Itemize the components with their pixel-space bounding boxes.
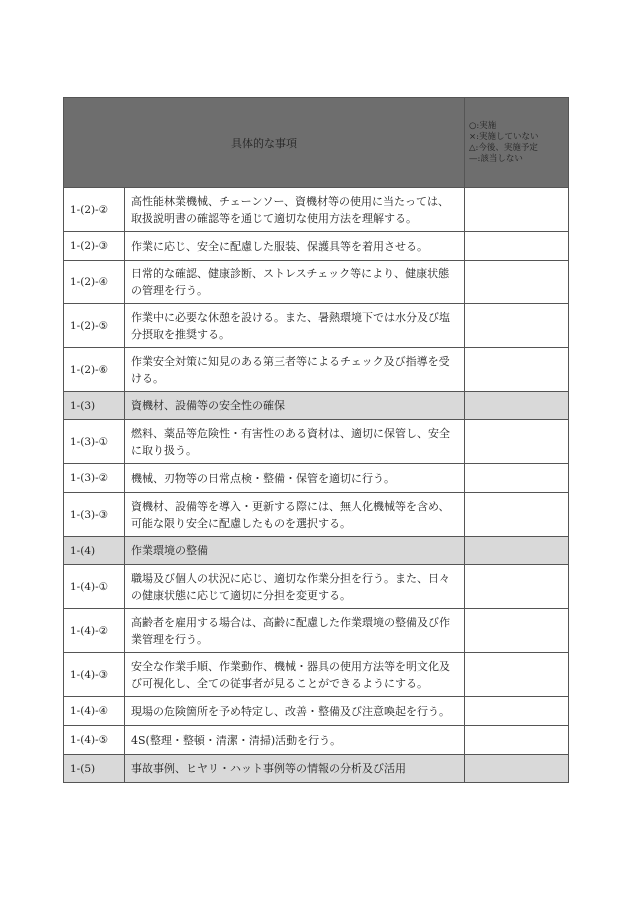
- legend-done: ○:実施: [469, 120, 497, 131]
- checklist-table: [63, 97, 569, 783]
- check-cell[interactable]: [465, 261, 569, 304]
- legend-cell: [465, 98, 569, 188]
- table-row: [64, 420, 569, 464]
- item-code: 1-(3)-②: [64, 464, 125, 493]
- item-code: 1-(2)-④: [64, 261, 125, 304]
- item-text: 作業安全対策に知見のある第三者等によるチェック及び指導を受ける。: [125, 348, 465, 392]
- item-text: 機械、刃物等の日常点検・整備・保管を適切に行う。: [125, 464, 465, 493]
- check-cell[interactable]: [465, 697, 569, 726]
- item-text: 職場及び個人の状況に応じ、適切な作業分担を行う。また、日々の健康状態に応じて適切に分担を変更する。: [125, 565, 465, 609]
- item-code: 1-(4): [64, 537, 125, 565]
- section-row: [64, 537, 569, 565]
- check-cell[interactable]: [465, 653, 569, 697]
- item-code: 1-(4)-③: [64, 653, 125, 697]
- item-code: 1-(4)-⑤: [64, 726, 125, 755]
- table-row: [64, 232, 569, 261]
- item-code: 1-(2)-②: [64, 188, 125, 232]
- item-text: 高性能林業機械、チェーンソー、資機材等の使用に当たっては、取扱説明書の確認等を通じて適切な使用方法を理解する。: [125, 188, 465, 232]
- section-row: [64, 755, 569, 783]
- item-text: 資機材、設備等を導入・更新する際には、無人化機械等を含め、可能な限り安全に配慮したものを選択する。: [125, 493, 465, 537]
- check-cell[interactable]: [465, 565, 569, 609]
- check-cell[interactable]: [465, 348, 569, 392]
- item-code: 1-(2)-③: [64, 232, 125, 261]
- item-code: 1-(5): [64, 755, 125, 783]
- table-row: [64, 609, 569, 653]
- check-cell[interactable]: [465, 188, 569, 232]
- check-cell-disabled: [465, 537, 569, 565]
- item-text: 4S(整理・整頓・清潔・清掃)活動を行う。: [125, 726, 465, 755]
- legend-not-done: ×:実施していない: [469, 131, 539, 142]
- item-text: 日常的な確認、健康診断、ストレスチェック等により、健康状態の管理を行う。: [125, 261, 465, 304]
- legend-not-applicable: —:該当しない: [469, 153, 523, 164]
- table-row: [64, 565, 569, 609]
- table-row: [64, 261, 569, 304]
- table-row: [64, 304, 569, 348]
- section-row: [64, 392, 569, 420]
- check-cell[interactable]: [465, 726, 569, 755]
- check-cell[interactable]: [465, 464, 569, 493]
- item-code: 1-(3)-③: [64, 493, 125, 537]
- check-cell-disabled: [465, 755, 569, 783]
- table-row: [64, 464, 569, 493]
- item-text: 作業中に必要な休憩を設ける。また、暑熱環境下では水分及び塩分摂取を推奨する。: [125, 304, 465, 348]
- table-header-row: [64, 98, 569, 188]
- item-text: 作業に応じ、安全に配慮した服装、保護具等を着用させる。: [125, 232, 465, 261]
- table-row: [64, 697, 569, 726]
- item-code: 1-(4)-②: [64, 609, 125, 653]
- table-row: [64, 653, 569, 697]
- check-cell[interactable]: [465, 304, 569, 348]
- item-text: 高齢者を雇用する場合は、高齢に配慮した作業環境の整備及び作業管理を行う。: [125, 609, 465, 653]
- item-code: 1-(4)-①: [64, 565, 125, 609]
- check-cell[interactable]: [465, 232, 569, 261]
- table-row: [64, 348, 569, 392]
- item-text: 安全な作業手順、作業動作、機械・器具の使用方法等を明文化及び可視化し、全ての従事者が見ることができるようにする。: [125, 653, 465, 697]
- check-cell[interactable]: [465, 609, 569, 653]
- section-title: 事故事例、ヒヤリ・ハット事例等の情報の分析及び活用: [125, 755, 465, 783]
- section-title: 作業環境の整備: [125, 537, 465, 565]
- check-cell[interactable]: [465, 420, 569, 464]
- legend-planned: △:今後、実施予定: [469, 142, 538, 153]
- item-code: 1-(3): [64, 392, 125, 420]
- table-row: [64, 188, 569, 232]
- section-title: 資機材、設備等の安全性の確保: [125, 392, 465, 420]
- check-cell-disabled: [465, 392, 569, 420]
- item-code: 1-(2)-⑤: [64, 304, 125, 348]
- check-cell[interactable]: [465, 493, 569, 537]
- table-row: [64, 493, 569, 537]
- item-text: 燃料、薬品等危険性・有害性のある資材は、適切に保管し、安全に取り扱う。: [125, 420, 465, 464]
- item-text: 現場の危険箇所を予め特定し、改善・整備及び注意喚起を行う。: [125, 697, 465, 726]
- item-code: 1-(3)-①: [64, 420, 125, 464]
- header-title: 具体的な事項: [64, 98, 465, 188]
- item-code: 1-(2)-⑥: [64, 348, 125, 392]
- table-row: [64, 726, 569, 755]
- item-code: 1-(4)-④: [64, 697, 125, 726]
